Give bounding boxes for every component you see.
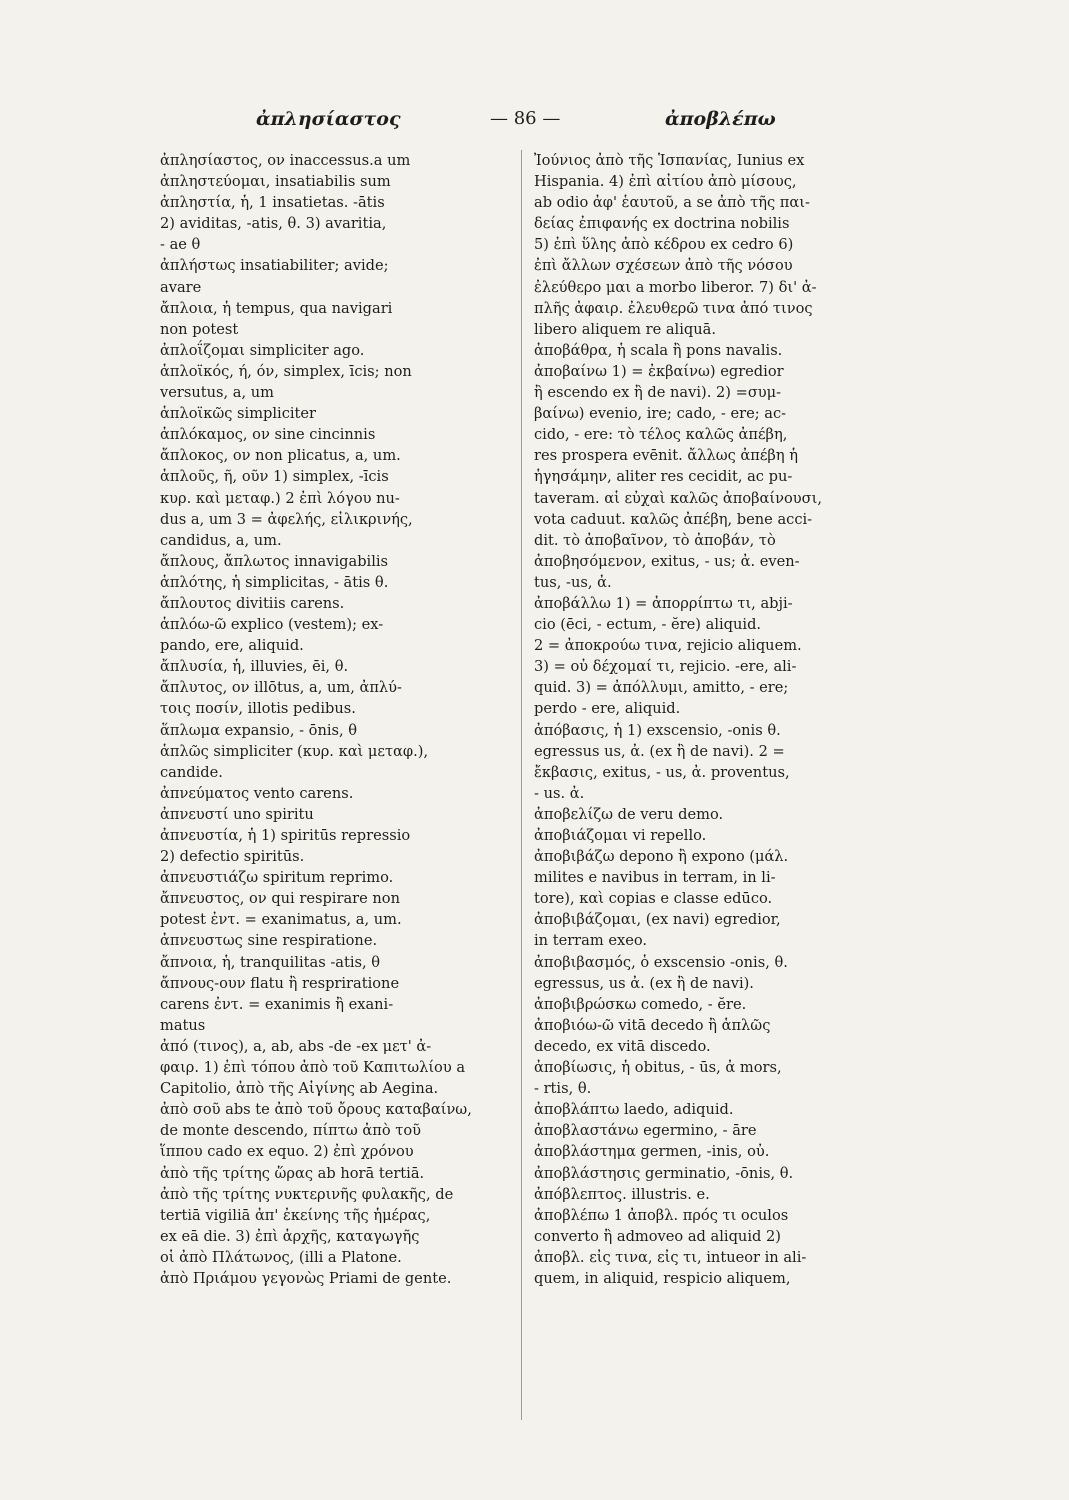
text-line: ἀπόβλεπτος. illustris. e. [534, 1185, 710, 1203]
text-line: ἀπλησίαστος, ον inaccessus.a um [160, 152, 411, 169]
text-line: dus a, um 3 = ἀφελής, εἰλικρινής, [160, 510, 413, 528]
text-line: ἀπνευστιάζω spiritum reprimo. [160, 869, 394, 887]
text-line: quid. 3) = ἀπόλλυμι, amitto, - ere; [534, 679, 789, 697]
text-line: ἀπλήστως insatiabiliter; avide; [160, 257, 389, 275]
text-line: 2) aviditas, -atis, θ. 3) avaritia, [160, 215, 387, 233]
text-line: ἁπλῶς simpliciter (κυρ. καὶ μεταφ.), [160, 742, 429, 760]
text-line: dit. τὸ ἀποβαῖνον, τὸ ἀποβάν, τὸ [534, 531, 776, 549]
text-line: ἀπληστία, ἡ, 1 insatietas. -ātis [160, 194, 385, 212]
text-line: ἄπνοια, ἡ, tranquilitas -atis, θ [160, 953, 381, 971]
text-line: οἱ ἀπὸ Πλάτωνος, (illi a Platone. [160, 1248, 402, 1266]
text-line: Ἰούνιος ἀπὸ τῆς Ἱσπανίας, Iunius ex [534, 152, 805, 169]
text-line: cido, - ere: τὸ τέλος καλῶς ἀπέβη, [534, 426, 788, 444]
text-line: ab odio ἀφ' ἑαυτοῦ, a se ἀπὸ τῆς παι- [534, 194, 810, 212]
text-line: avare [160, 278, 202, 296]
text-line: ἡγησάμην, aliter res cecidit, ac pu- [534, 468, 793, 486]
text-line: ἀποβιάζομαι vi repello. [534, 827, 707, 844]
text-line: ἀποβάθρα, ἡ scala ἢ pons navalis. [534, 341, 783, 359]
text-line: converto ἢ admoveo ad aliquid 2) [534, 1227, 781, 1245]
text-line: tus, -us, ἀ. [534, 573, 612, 591]
text-line: candidus, a, um. [160, 531, 282, 549]
text-line: ἄπλους, ἄπλωτος innavigabilis [160, 552, 389, 570]
text-line: ἀπνευστί uno spiritu [160, 805, 314, 823]
text-line: πλῆς ἀφαιρ. ἐλευθερῶ τινα ἀπό τινος [534, 299, 813, 317]
text-line: vota caduut. καλῶς ἀπέβη, bene acci- [534, 510, 813, 528]
text-line: ἀπὸ τῆς τρίτης ὥρας ab horā tertiā. [160, 1164, 425, 1182]
text-line: decedo, ex vitā discedo. [534, 1037, 711, 1055]
text-line: βαίνω) evenio, ire; cado, - ere; ac- [534, 405, 787, 423]
text-line: ἀπληστεύομαι, insatiabilis sum [160, 173, 391, 191]
text-line: carens ἐντ. = exanimis ἢ exani- [160, 995, 394, 1013]
text-line: ἁπλόκαμος, ον sine cincinnis [160, 426, 376, 444]
text-line: non potest [160, 320, 239, 338]
text-line: ἀποβάλλω 1) = ἀπορρίπτω τι, abji- [534, 594, 793, 612]
text-line: res prospera evēnit. ἄλλως ἀπέβη ἡ [534, 447, 798, 465]
text-line: Hispania. 4) ἐπὶ αἰτίου ἀπὸ μίσους, [534, 173, 797, 191]
text-line: ἁπλόω-ῶ explico (vestem); ex- [160, 616, 384, 634]
text-line: taveram. αἱ εὐχαὶ καλῶς ἀποβαίνουσι, [534, 489, 822, 507]
text-line: ἀποβιβασμός, ὁ exscensio -onis, θ. [534, 953, 788, 971]
text-line: libero aliquem re aliquā. [534, 320, 716, 338]
text-line: Capitolio, ἀπὸ τῆς Αἰγίνης ab Aegina. [160, 1080, 439, 1098]
right-column [534, 150, 886, 1289]
header-left-guideword: ἀπλησίαστος [256, 108, 401, 130]
text-line: ἀπό (τινος), a, ab, abs -de -ex μετ' ἀ- [160, 1037, 432, 1055]
text-line: - rtis, θ. [534, 1080, 592, 1098]
text-line: de monte descendo, πίπτω ἀπὸ τοῦ [160, 1122, 421, 1140]
text-line: ἀποβησόμενον, exitus, - us; ἀ. even- [534, 552, 800, 570]
text-line: pando, ere, aliquid. [160, 637, 304, 655]
text-line: ἀποβλέπω 1 ἀποβλ. πρός τι oculos [534, 1206, 789, 1224]
text-line: 5) ἐπὶ ὕλης ἀπὸ κέδρου ex cedro 6) [534, 236, 794, 254]
text-line: ἀποβελίζω de veru demo. [534, 805, 724, 823]
text-line: ἅπλωμα expansio, - ōnis, θ [160, 721, 358, 739]
text-line: ἄπλουτος divitiis carens. [160, 594, 345, 612]
text-line: ἀποβιβάζω depono ἢ expono (μάλ. [534, 848, 789, 866]
text-line: τοις ποσίν, illotis pedibus. [160, 700, 356, 718]
text-line: ἐπὶ ἄλλων σχέσεων ἀπὸ τῆς νόσου [534, 257, 793, 275]
text-line: ἀποβλάστημα germen, -inis, οὐ. [534, 1143, 770, 1161]
text-line: ex eā die. 3) ἐπὶ ἀρχῆς, καταγωγῆς [160, 1227, 420, 1245]
text-line: ἄπλυτος, ον illōtus, a, um, ἀπλύ- [160, 679, 402, 697]
text-line: ἄπνευστος, ον qui respirare non [160, 890, 400, 908]
text-line: φαιρ. 1) ἐπὶ τόπου ἀπὸ τοῦ Καπιτωλίου a [160, 1059, 466, 1077]
text-line: κυρ. καὶ μεταφ.) 2 ἐπὶ λόγου nu- [160, 489, 400, 507]
text-line: 2) defectio spiritūs. [160, 848, 305, 866]
text-line: ἀπόβασις, ἡ 1) exscensio, -onis θ. [534, 721, 781, 739]
text-line: ἐλεύθερο μαι a morbo liberor. 7) δι' ἀ- [534, 278, 817, 296]
text-line: - ae θ [160, 236, 201, 254]
text-line: ἀπὸ τῆς τρίτης νυκτερινῆς φυλακῆς, de [160, 1185, 454, 1203]
text-line: ἀποβιβρώσκω comedo, - ĕre. [534, 995, 747, 1013]
column-divider [521, 150, 522, 1420]
text-line: ἄπλοκος, ον non plicatus, a, um. [160, 447, 401, 465]
text-line: ἔκβασις, exitus, - us, ἀ. proventus, [534, 763, 790, 781]
text-line: ἄπλυσία, ἡ, illuvies, ēi, θ. [160, 658, 349, 676]
text-line: milites e navibus in terram, in li- [534, 869, 776, 887]
text-line: ἀπὸ σοῦ abs te ἀπὸ τοῦ ὄρους καταβαίνω, [160, 1101, 472, 1119]
text-line: tertiā vigiliā ἀπ' ἐκείνης τῆς ἡμέρας, [160, 1206, 431, 1224]
text-line: ἄπνους-ουν flatu ἢ respriratione [160, 974, 400, 992]
text-line: 3) = οὐ δέχομαί τι, rejicio. -ere, ali- [534, 658, 797, 676]
text-line: ἁπλοϊκῶς simpliciter [160, 405, 317, 423]
text-line: ἀποβλάπτω laedo, adiquid. [534, 1101, 734, 1119]
text-line: ἀπὸ Πριάμου γεγονὼς Priami de gente. [160, 1269, 452, 1287]
text-line: ἀπλοΐζομαι simpliciter ago. [160, 341, 365, 359]
text-line: ἀπνευστως sine respiratione. [160, 932, 378, 950]
text-line: ἢ escendo ex ἢ de navi). 2) =συμ- [534, 384, 782, 402]
text-line: ἀποβιβάζομαι, (ex navi) egredior, [534, 911, 781, 929]
text-line: egressus, us ἀ. (ex ἢ de navi). [534, 974, 754, 992]
text-line: ἀποβλαστάνω egermino, - āre [534, 1122, 757, 1140]
text-line: quem, in aliquid, respicio aliquem, [534, 1269, 791, 1287]
text-line: versutus, a, um [160, 384, 274, 402]
text-line: ἁπλοϊκός, ή, όν, simplex, īcis; non [160, 362, 412, 380]
left-column [160, 150, 512, 1289]
text-line: matus [160, 1016, 206, 1034]
text-line: potest ἐντ. = exanimatus, a, um. [160, 911, 402, 929]
text-line: perdo - ere, aliquid. [534, 700, 681, 718]
text-line: ἄπλοια, ἡ tempus, qua navigari [160, 299, 393, 317]
text-line: ἀπνεύματος vento carens. [160, 784, 354, 802]
text-line: candide. [160, 763, 223, 781]
running-header [160, 106, 920, 140]
text-line: 2 = ἀποκρούω τινα, rejicio aliquem. [534, 637, 802, 655]
text-line: ἵππου cado ex equo. 2) ἐπὶ χρόνου [160, 1143, 414, 1161]
text-line: ἀποβιόω-ῶ vitā decedo ἢ ἁπλῶς [534, 1016, 771, 1034]
text-line: ἀποβαίνω 1) = ἐκβαίνω) egredior [534, 362, 784, 380]
text-line: ἀποβλ. εἰς τινα, εἰς τι, intueor in ali- [534, 1248, 807, 1266]
text-line: cio (ēci, - ectum, - ĕre) aliquid. [534, 616, 762, 634]
page-number: — 86 — [490, 108, 561, 129]
text-line: ἁπλοῦς, ῆ, οῦν 1) simplex, -īcis [160, 468, 389, 486]
text-line: in terram exeo. [534, 932, 648, 950]
text-line: - us. ἀ. [534, 784, 585, 802]
text-line: δείας ἐπιφανής ex doctrina nobilis [534, 215, 790, 233]
text-line: ἁπλότης, ἡ simplicitas, - ātis θ. [160, 573, 389, 591]
text-line: egressus us, ἀ. (ex ἢ de navi). 2 = [534, 742, 785, 760]
text-line: ἀποβίωσις, ἡ obitus, - ūs, ἀ mors, [534, 1059, 782, 1077]
text-line: tore), καὶ copias e classe edūco. [534, 890, 773, 908]
text-line: ἀπνευστία, ἡ 1) spiritūs repressio [160, 827, 411, 844]
text-line: ἀποβλάστησις germinatio, -ōnis, θ. [534, 1164, 794, 1182]
header-right-guideword: ἀποβλέπω [665, 108, 776, 130]
